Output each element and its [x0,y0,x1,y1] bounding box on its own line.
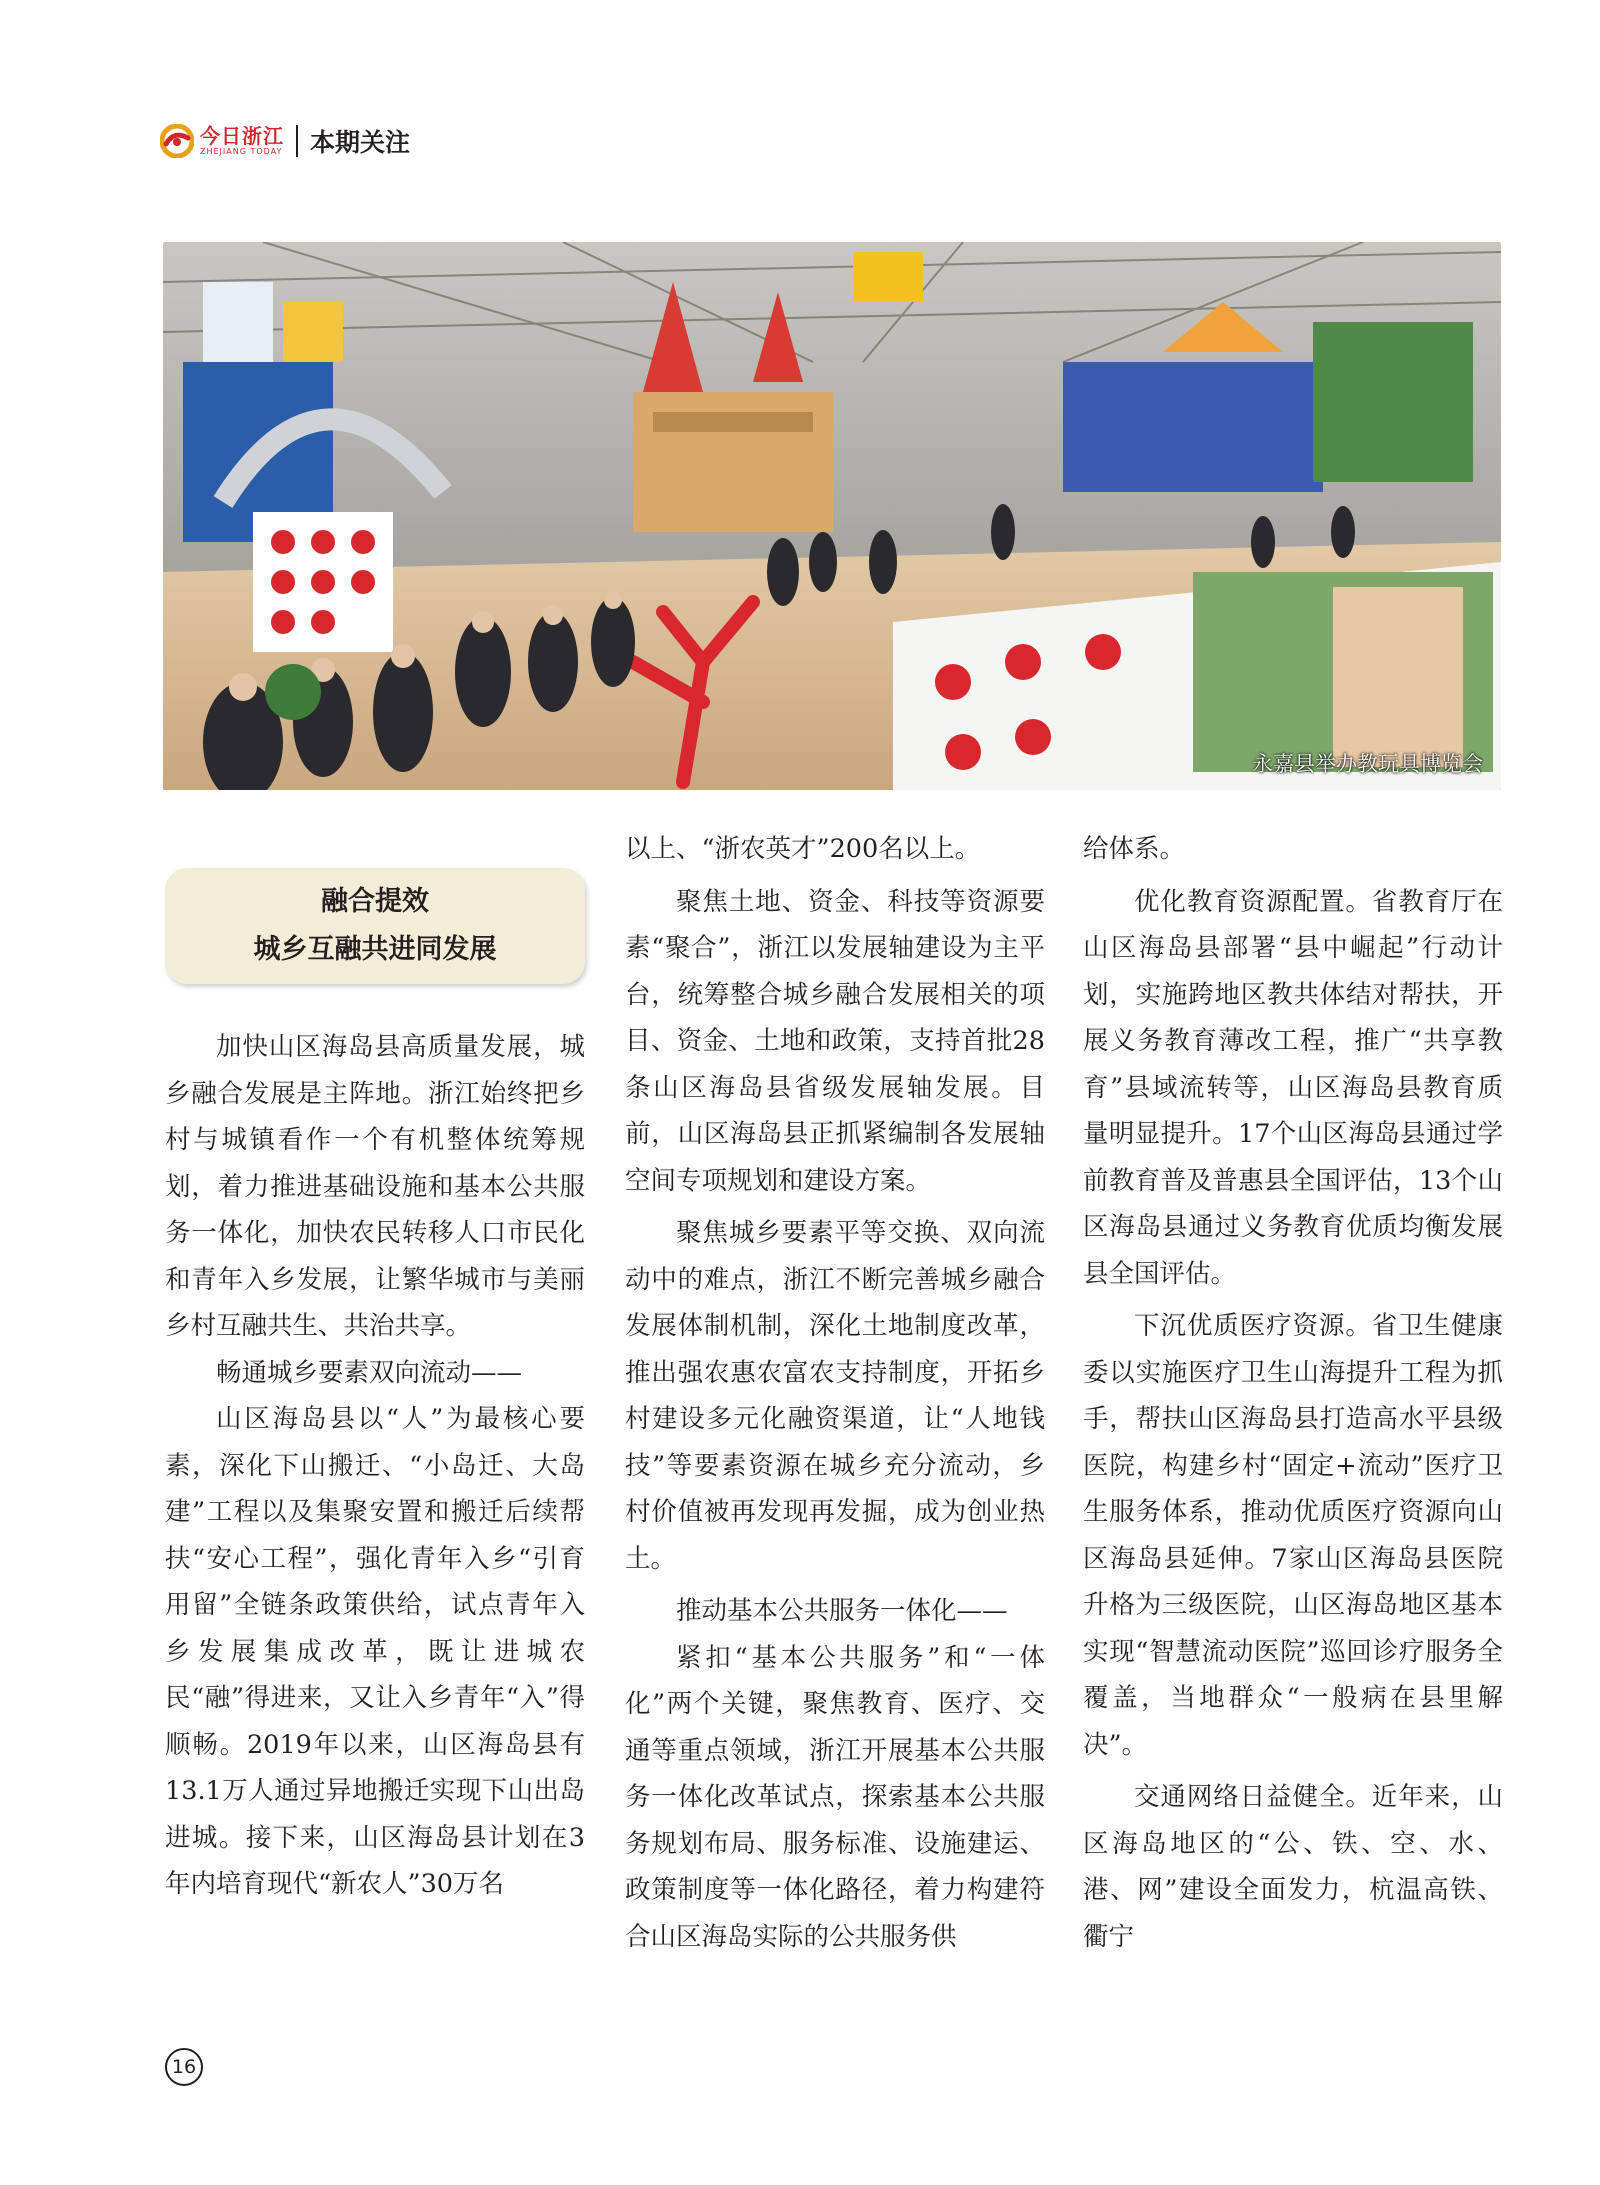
text-column-2 [625,826,1045,1960]
logo-english: ZHEJIANG TODAY [200,147,283,156]
logo-chinese: 今日浙江 [200,124,284,148]
subheading: 畅通城乡要素双向流动—— [216,1357,523,1388]
section-heading-line-1: 融合提效 [321,886,429,917]
paragraph: 下沉优质医疗资源。省卫生健康委以实施医疗卫生山海提升工程为抓手，帮扶山区海岛县打造高水平县级医院，构建乡村“固定+流动”医疗卫生服务体系，推动优质医疗资源向山区海岛县延伸。7家山区海岛县医院升格为三级医院，山区海岛地区基本实现“智慧流动医院”巡回诊疗服务全覆盖，当地群众“一般病在县里解决”。 [1083,1311,1503,1760]
paragraph: 交通网络日益健全。近年来，山区海岛地区的“公、铁、空、水、港、网”建设全面发力，杭温高铁、衢宁 [1083,1782,1503,1952]
header-divider [296,125,298,157]
paragraph-continued: 给体系。 [1083,834,1186,864]
paragraph: 加快山区海岛县高质量发展，城乡融合发展是主阵地。浙江始终把乡村与城镇看作一个有机整体统筹规划，着力推进基础设施和基本公共服务一体化，加快农民转移人口市民化和青年入乡发展，让繁华城市与美丽乡村互融共生、共治共享。 [165,1032,585,1341]
subheading: 推动基本公共服务一体化—— [676,1596,1008,1626]
logo-swirl-icon [160,124,194,158]
text-column-3 [1083,826,1503,1960]
expo-photo [163,242,1501,790]
text-column-1 [165,1024,585,1908]
expo-photo-illustration [163,242,1501,790]
magazine-logo [160,124,284,158]
section-label: 本期关注 [310,128,411,157]
section-heading-line-2: 城乡互融共进同发展 [253,934,497,965]
paragraph: 紧扣“基本公共服务”和“一体化”两个关键，聚焦教育、医疗、交通等重点领域，浙江开展基本公共服务一体化改革试点，探索基本公共服务规划布局、服务标准、设施建运、政策制度等一体化路径，着力构建符合山区海岛实际的公共服务供 [625,1642,1045,1952]
paragraph: 山区海岛县以“人”为最核心要素，深化下山搬迁、“小岛迁、大岛建”工程以及集聚安置和搬迁后续帮扶“安心工程”，强化青年入乡“引育用留”全链条政策供给，试点青年入乡发展集成改革，既让进城农民“融”得进来，又让入乡青年“入”得顺畅。2019年以来，山区海岛县有13.1万人通过异地搬迁实现下山出岛进城。接下来，山区海岛县计划在3年内培育现代“新农人”30万名 [165,1404,585,1899]
paragraph-continued: 以上、“浙农英才”200名以上。 [625,834,981,864]
section-heading-box [165,868,585,984]
paragraph: 聚焦城乡要素平等交换、双向流动中的难点，浙江不断完善城乡融合发展体制机制，深化土地制度改革，推出强农惠农富农支持制度，开拓乡村建设多元化融资渠道，让“人地钱技”等要素资源在城乡充分流动，乡村价值被再发现再发掘，成为创业热土。 [625,1218,1045,1574]
paragraph: 聚焦土地、资金、科技等资源要素“聚合”，浙江以发展轴建设为主平台，统筹整合城乡融合发展相关的项目、资金、土地和政策，支持首批28条山区海岛县省级发展轴发展。目前，山区海岛县正抓紧编制各发展轴空间专项规划和建设方案。 [625,886,1045,1196]
page-number: 16 [165,2048,203,2086]
page-header [160,118,410,164]
photo-caption: 永嘉县举办教玩具博览会 [1252,752,1483,776]
paragraph: 优化教育资源配置。省教育厅在山区海岛县部署“县中崛起”行动计划，实施跨地区教共体结对帮扶，开展义务教育薄改工程，推广“共享教育”县域流转等，山区海岛县教育质量明显提升。17个山区海岛县通过学前教育普及普惠县全国评估，13个山区海岛县通过义务教育优质均衡发展县全国评估。 [1083,886,1503,1289]
